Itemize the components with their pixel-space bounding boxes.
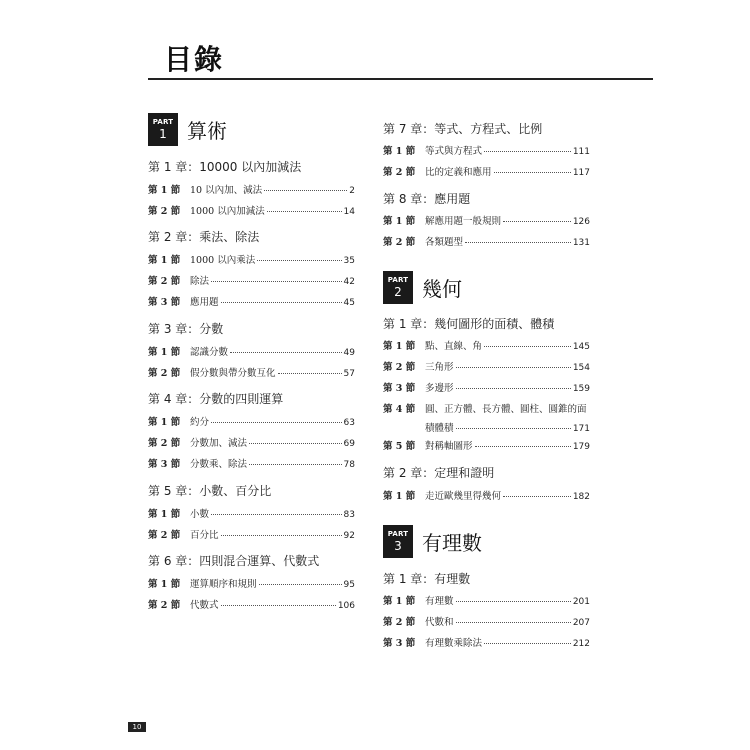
toc-entry[interactable]: 第 1 節 解應用題一般規則 126 <box>383 216 590 227</box>
toc-entry[interactable]: 第 2 節 除法 42 <box>148 276 355 287</box>
part-1-heading <box>148 113 227 146</box>
page-title: 目錄 <box>164 43 225 76</box>
part-name: 算術 <box>187 119 227 143</box>
part-3-heading <box>383 525 482 558</box>
toc-entry[interactable]: 第 2 節 比的定義和應用 117 <box>383 167 590 178</box>
part-2-heading <box>383 271 462 304</box>
chapter-title[interactable]: 第 7 章：等式、方程式、比例 <box>383 122 543 136</box>
toc-entry[interactable]: 第 3 節 有理數乘除法 212 <box>383 638 590 649</box>
toc-entry[interactable]: 第 2 節 1000 以內加減法 14 <box>148 206 355 217</box>
chapter-title[interactable]: 第 4 章：分數的四則運算 <box>148 392 284 406</box>
toc-entry[interactable]: 第 1 節 約分 63 <box>148 417 355 428</box>
toc-entry[interactable]: 第 1 節 點、直線、角 145 <box>383 341 590 352</box>
toc-entry[interactable]: 第 2 節 各類題型 131 <box>383 237 590 248</box>
chapter-title[interactable]: 第 8 章：應用題 <box>383 192 471 206</box>
toc-entry[interactable]: 第 2 節 代數和 207 <box>383 617 590 628</box>
part-badge: PART 2 <box>383 271 413 304</box>
chapter-title[interactable]: 第 1 章：幾何圖形的面積、體積 <box>383 317 555 331</box>
toc-entry[interactable]: 第 2 節 三角形 154 <box>383 362 590 373</box>
toc-entry[interactable]: 第 4 節 圓、正方體、長方體、圓柱、圓錐的面 積體積 171 <box>383 404 590 434</box>
toc-entry[interactable]: 第 5 節 對稱軸圖形 179 <box>383 441 590 452</box>
toc-entry[interactable]: 第 1 節 小數 83 <box>148 509 355 520</box>
chapter-title[interactable]: 第 1 章：10000 以內加減法 <box>148 160 302 174</box>
chapter-title[interactable]: 第 2 章：定理和證明 <box>383 466 495 480</box>
part-badge: PART 3 <box>383 525 413 558</box>
toc-entry[interactable]: 第 3 節 應用題 45 <box>148 297 355 308</box>
toc-entry[interactable]: 第 1 節 1000 以內乘法 35 <box>148 255 355 266</box>
toc-entry[interactable]: 第 3 節 分數乘、除法 78 <box>148 459 355 470</box>
chapter-title[interactable]: 第 2 章：乘法、除法 <box>148 230 260 244</box>
toc-entry[interactable]: 第 1 節 運算順序和規則 95 <box>148 579 355 590</box>
chapter-title[interactable]: 第 1 章：有理數 <box>383 572 471 586</box>
chapter-title[interactable]: 第 5 章：小數、百分比 <box>148 484 272 498</box>
chapter-title[interactable]: 第 6 章：四則混合運算、代數式 <box>148 554 320 568</box>
toc-entry[interactable]: 第 3 節 多邊形 159 <box>383 383 590 394</box>
toc-entry[interactable]: 第 1 節 有理數 201 <box>383 596 590 607</box>
toc-entry[interactable]: 第 1 節 走近歐幾里得幾何 182 <box>383 491 590 502</box>
toc-entry[interactable]: 第 2 節 百分比 92 <box>148 530 355 541</box>
page-number: 10 <box>128 722 146 732</box>
toc-entry[interactable]: 第 1 節 認識分數 49 <box>148 347 355 358</box>
part-badge: PART 1 <box>148 113 178 146</box>
part-name: 幾何 <box>422 277 462 301</box>
title-rule <box>148 78 653 80</box>
toc-entry[interactable]: 第 2 節 分數加、減法 69 <box>148 438 355 449</box>
toc-entry[interactable]: 第 1 節 10 以內加、減法 2 <box>148 185 355 196</box>
toc-entry[interactable]: 第 2 節 代數式 106 <box>148 600 355 611</box>
toc-entry[interactable]: 第 1 節 等式與方程式 111 <box>383 146 590 157</box>
toc-entry[interactable]: 第 2 節 假分數與帶分數互化 57 <box>148 368 355 379</box>
part-name: 有理數 <box>422 531 482 555</box>
chapter-title[interactable]: 第 3 章：分數 <box>148 322 224 336</box>
